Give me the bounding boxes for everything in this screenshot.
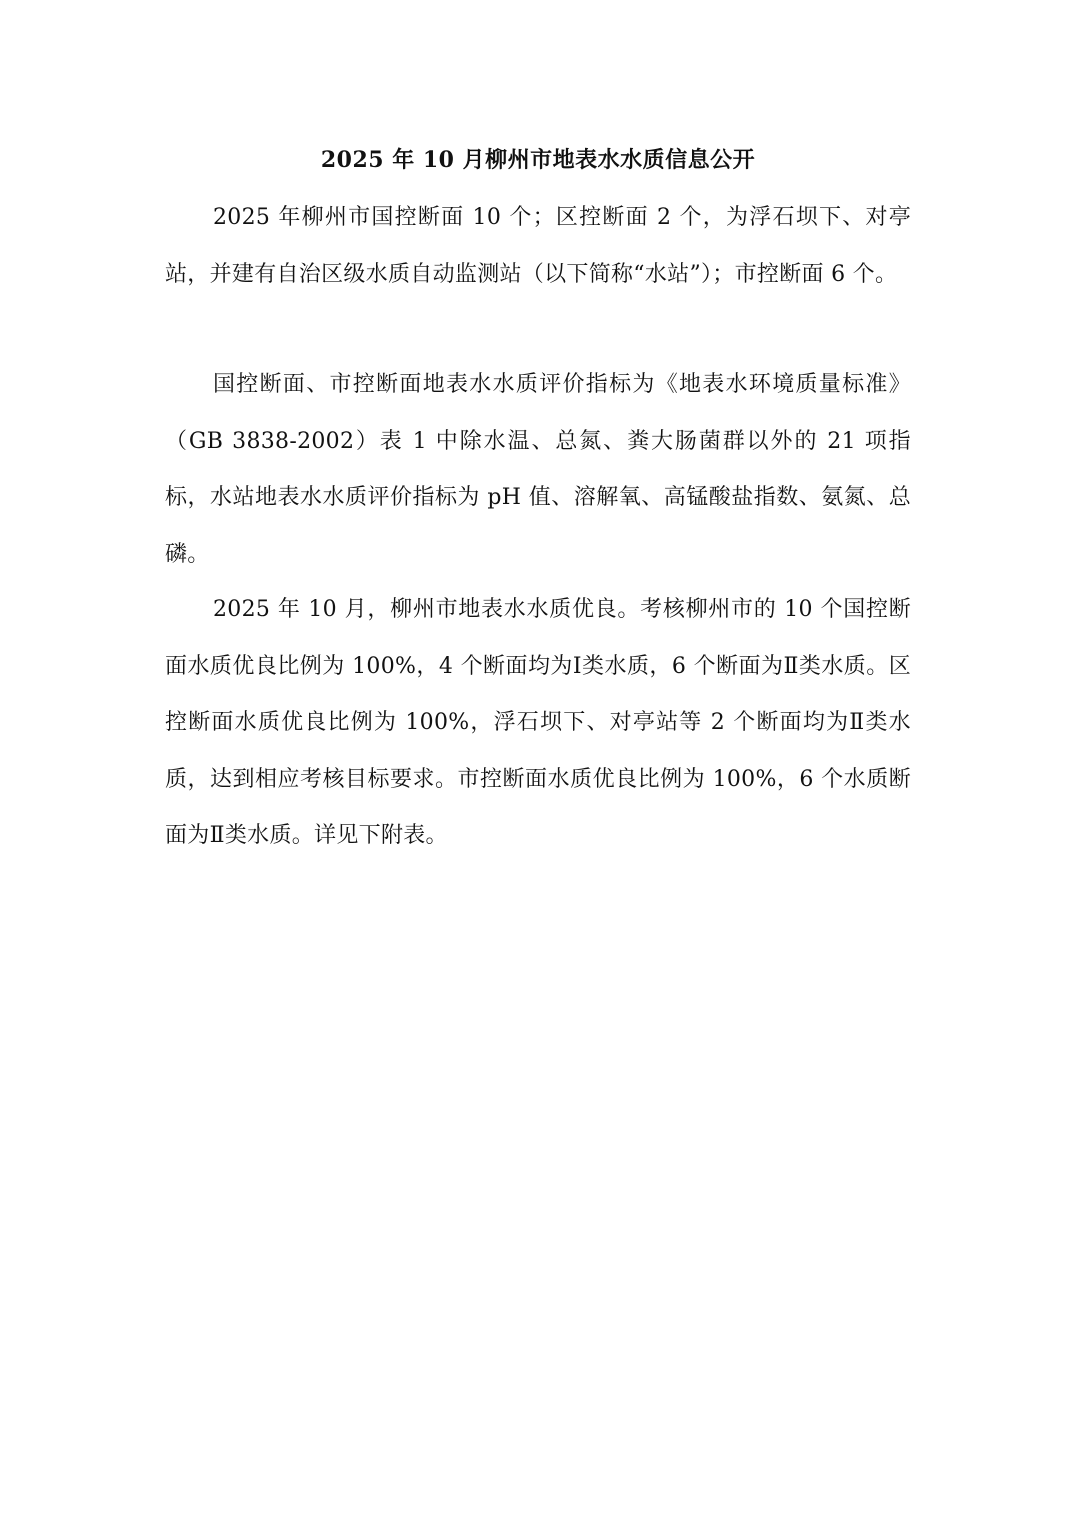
paragraph-section-overview: 2025 年柳州市国控断面 10 个；区控断面 2 个，为浮石坝下、对亭站，并建有自治区级水质自动监测站（以下简称“水站”）；市控断面 6 个。 (165, 205, 911, 287)
paragraph-evaluation-indicators: 国控断面、市控断面地表水水质评价指标为《地表水环境质量标准》（GB 3838-2002）表 1 中除水温、总氮、粪大肠菌群以外的 21 项指标，水站地表水水质评价指标为 pH 值、溶解氧、高锰酸盐指数、氨氮、总磷。 (165, 372, 911, 567)
paragraph-monthly-results: 2025 年 10 月，柳州市地表水水质优良。考核柳州市的 10 个国控断面水质优良比例为 100%，4 个断面均为Ⅰ类水质，6 个断面为Ⅱ类水质。区控断面水质优良比例为 100%，浮石坝下、对亭站等 2 个断面均为Ⅱ类水质，达到相应考核目标要求。市控断面水质优良比例为 100%，6 个水质断面为Ⅱ类水质。详见下附表。 (165, 597, 911, 848)
document-title: 2025 年 10 月柳州市地表水水质信息公开 (320, 147, 756, 173)
